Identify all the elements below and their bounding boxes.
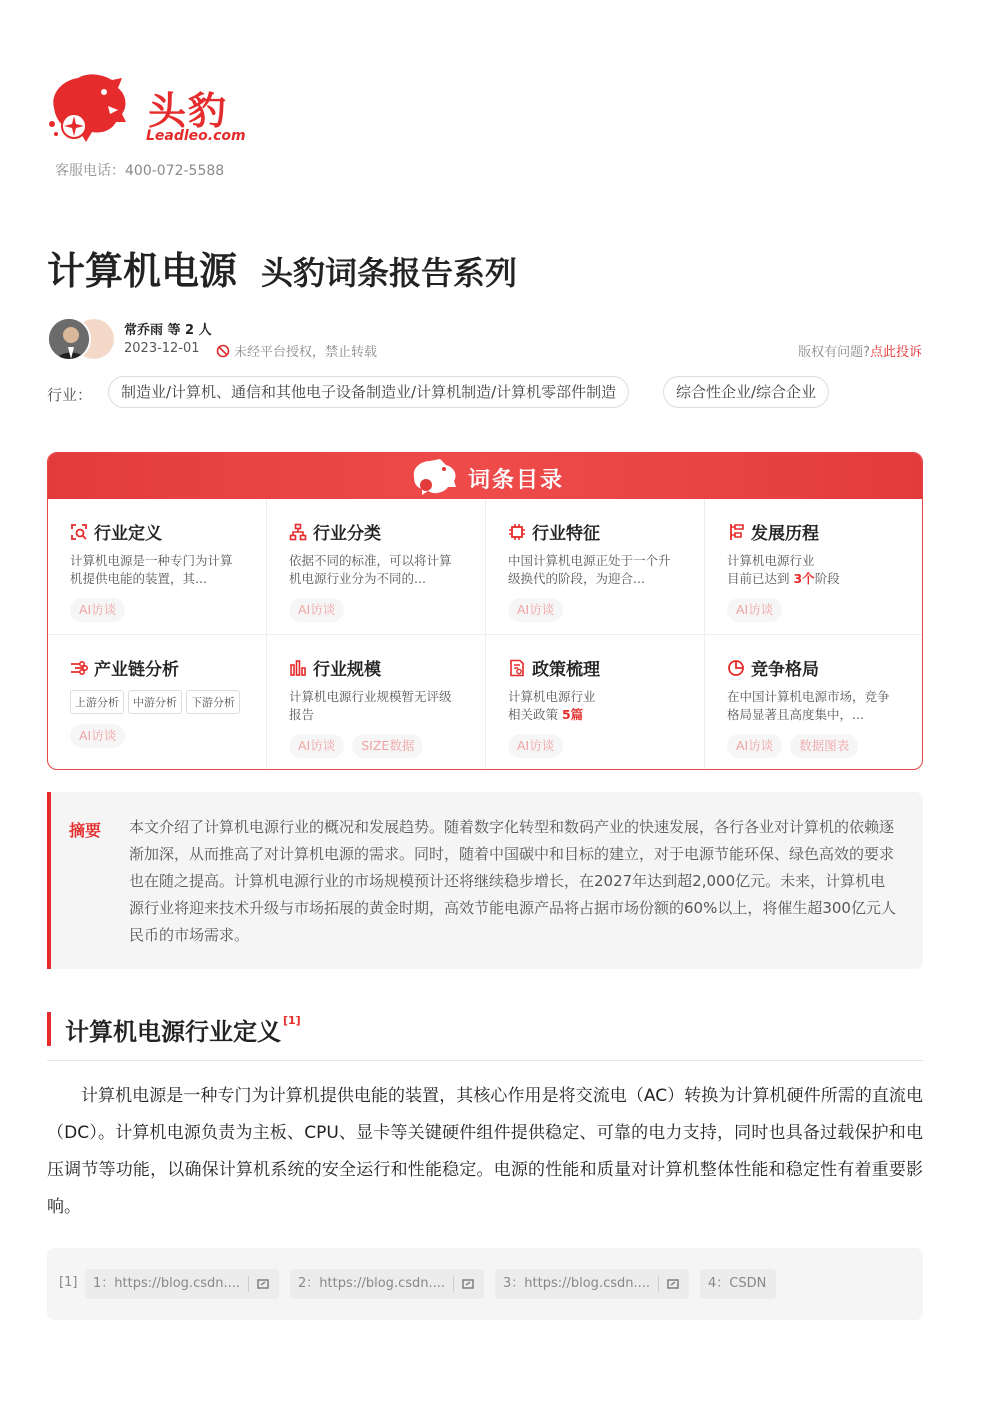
toc-item-title: 行业规模 xyxy=(313,660,381,680)
author-avatar[interactable] xyxy=(47,317,91,361)
reference-link[interactable]: 2：https://blog.csdn.... xyxy=(290,1269,484,1299)
toc-item-desc: 计算机电源行业 相关政策 5篇 xyxy=(508,689,596,722)
pie-icon xyxy=(727,659,745,677)
summary-box xyxy=(47,792,923,969)
toc-item-desc: 计算机电源行业规模暂无评级报告 xyxy=(289,689,452,722)
toc-item-history[interactable] xyxy=(705,499,923,635)
references-bar xyxy=(47,1248,923,1320)
toc-item-title: 行业特征 xyxy=(532,524,600,544)
toc-header xyxy=(48,453,922,499)
ai-interview-pill[interactable]: AI访谈 xyxy=(508,598,563,622)
reference-link[interactable]: 1：https://blog.csdn.... xyxy=(85,1269,279,1299)
toc-item-desc: 计算机电源是一种专门为计算机提供电能的装置，其... xyxy=(70,553,233,586)
data-chart-pill[interactable]: 数据图表 xyxy=(790,734,858,758)
report-title xyxy=(47,240,517,295)
industry-tag[interactable]: 综合性企业/综合企业 xyxy=(663,376,829,408)
title-main: 计算机电源 xyxy=(47,249,238,293)
complaint-link[interactable]: 点此投诉 xyxy=(869,345,922,360)
reference-link[interactable]: 3：https://blog.csdn.... xyxy=(495,1269,689,1299)
toc-item-chain[interactable] xyxy=(48,635,267,770)
publish-date: 2023-12-01 xyxy=(124,341,200,356)
reference-link[interactable]: 4：CSDN xyxy=(700,1269,776,1299)
external-link-icon xyxy=(667,1278,679,1290)
toc-item-title: 产业链分析 xyxy=(94,660,179,680)
brand-site: Leadleo.com xyxy=(146,128,246,144)
toc-item-title: 发展历程 xyxy=(751,524,819,544)
chip-icon xyxy=(508,523,526,541)
upstream-tag[interactable]: 上游分析 xyxy=(70,690,124,714)
hierarchy-icon xyxy=(289,523,307,541)
author-name[interactable]: 常乔雨 等 2 人 xyxy=(124,323,212,338)
toc-item-title: 行业定义 xyxy=(94,524,162,544)
ai-interview-pill[interactable]: AI访谈 xyxy=(508,734,563,758)
ai-interview-pill[interactable]: AI访谈 xyxy=(727,734,782,758)
size-data-pill[interactable]: SIZE数据 xyxy=(352,734,423,758)
bar-chart-icon xyxy=(289,659,307,677)
toc-item-features[interactable] xyxy=(486,499,705,635)
timeline-icon xyxy=(727,523,745,541)
toc-title: 词条目录 xyxy=(468,468,565,493)
no-reprint-notice xyxy=(216,341,377,360)
toc-item-desc: 中国计算机电源正处于一个升级换代的阶段，为迎合... xyxy=(508,553,671,586)
ref-label: [1] xyxy=(59,1275,78,1290)
summary-label: 摘要 xyxy=(69,821,102,840)
title-series: 头豹词条报告系列 xyxy=(261,254,518,292)
toc-item-definition[interactable] xyxy=(48,499,267,635)
copyright-question: 版权有问题? xyxy=(798,345,870,360)
divider xyxy=(47,1060,923,1061)
ai-interview-pill[interactable]: AI访谈 xyxy=(70,724,125,748)
toc-grid xyxy=(48,499,923,770)
notice-text: 未经平台授权，禁止转载 xyxy=(234,345,378,360)
chain-icon xyxy=(70,659,88,677)
toc-item-scale[interactable] xyxy=(267,635,486,770)
industry-label: 行业： xyxy=(47,386,93,404)
summary-text: 本文介绍了计算机电源行业的概况和发展趋势。随着数字化转型和数码产业的快速发展，各行各业对计算机的依赖逐渐加深，从而推高了对计算机电源的需求。同时，随着中国碳中和目标的建立，对于电源节能环保、绿色高效的要求也在随之提高。计算机电源行业的市场规模预计还将继续稳步增长，在2027年达到超2,000亿元。未来，计算机电源行业将迎来技术升级与市场拓展的黄金时期，高效节能电源产品将占据市场份额的60%以上，将催生超300亿元人民币的市场需求。 xyxy=(129,818,896,944)
toc-item-policy[interactable] xyxy=(486,635,705,770)
section-heading xyxy=(47,1012,301,1046)
industry-tag[interactable]: 制造业/计算机、通信和其他电子设备制造业/计算机制造/计算机零部件制造 xyxy=(108,376,629,408)
external-link-icon xyxy=(257,1278,269,1290)
toc-item-title: 行业分类 xyxy=(313,524,381,544)
hotline: 客服电话：400-072-5588 xyxy=(55,163,225,179)
copyright-row xyxy=(798,341,922,360)
citation-ref[interactable]: [1] xyxy=(283,1014,301,1027)
midstream-tag[interactable]: 中游分析 xyxy=(128,690,182,714)
toc-item-title: 政策梳理 xyxy=(532,660,600,680)
external-link-icon xyxy=(462,1278,474,1290)
toc-item-title: 竞争格局 xyxy=(751,660,819,680)
forbidden-icon xyxy=(216,344,230,358)
search-doc-icon xyxy=(70,523,88,541)
ai-interview-pill[interactable]: AI访谈 xyxy=(727,598,782,622)
downstream-tag[interactable]: 下游分析 xyxy=(186,690,240,714)
toc-item-desc: 在中国计算机电源市场，竞争格局显著且高度集中，... xyxy=(727,689,890,722)
leopard-icon xyxy=(410,457,462,497)
toc-item-competition[interactable] xyxy=(705,635,923,770)
definition-paragraph: 计算机电源是一种专门为计算机提供电能的装置，其核心作用是将交流电（AC）转换为计算机硬件所需的直流电（DC）。计算机电源负责为主板、CPU、显卡等关键硬件组件提供稳定、可靠的电力支持，同时也具备过载保护和电压调节等功能，以确保计算机系统的安全运行和性能稳定。电源的性能和质量对计算机整体性能和稳定性有着重要影响。 xyxy=(47,1086,923,1217)
ai-interview-pill[interactable]: AI访谈 xyxy=(289,734,344,758)
toc-item-desc: 计算机电源行业 目前已达到 3个阶段 xyxy=(727,553,840,586)
section-title: 计算机电源行业定义 xyxy=(65,1017,281,1046)
ai-interview-pill[interactable]: AI访谈 xyxy=(289,598,344,622)
ai-interview-pill[interactable]: AI访谈 xyxy=(70,598,125,622)
brand-name: 头豹 xyxy=(148,89,229,133)
toc-item-desc: 依据不同的标准，可以将计算机电源行业分为不同的... xyxy=(289,553,452,586)
policy-doc-icon xyxy=(508,659,526,677)
toc-item-classification[interactable] xyxy=(267,499,486,635)
toc-panel xyxy=(47,452,923,770)
